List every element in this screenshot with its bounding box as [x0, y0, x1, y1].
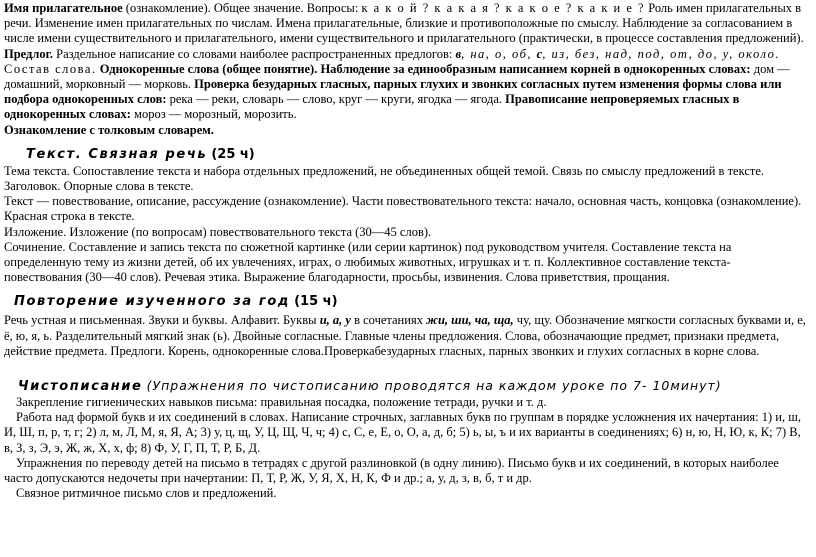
calligraphy-title: Чистописание [18, 379, 143, 395]
dictionary-paragraph: Ознакомление с толковым словарем. [4, 122, 214, 137]
check-examples: река — реки, словарь — слово, круг — круги, ягодка — ягода. [166, 92, 506, 107]
unverifiable-examples: мороз — морозный, морозить. [130, 107, 297, 122]
preposition-list: , на, о, об, [461, 46, 537, 61]
review-letters: и, а, у [319, 313, 351, 328]
check-unstressed-bold: Проверка безударных гласных, парных глухих и звонких согласных путем изменения формы слова или подбора однокоренных слов: [4, 77, 782, 107]
preposition-title: Предлог. [4, 46, 54, 61]
adjective-title: Имя прилагательное [4, 1, 123, 15]
word-composition-title: Состав слова. [4, 61, 97, 76]
text-paragraph-2: Текст — повествование, описание, рассуждение (ознакомление). Части повествовательного текста: начало, основная часть, концовка (ознакомление). Красная строка в тексте. [4, 194, 802, 224]
word-composition-paragraph [4, 62, 806, 123]
preposition-text: Раздельное написание со словами наиболее распространенных предлогов: [53, 46, 456, 61]
review-section-heading [14, 293, 806, 310]
review-combos: жи, ши, ча, ща, [426, 313, 514, 328]
preposition-list-2: , из, без, над, под, от, до, у, около. [542, 46, 780, 61]
text-paragraph-3: Изложение. Изложение (по вопросам) повествовательного текста (30—45 слов). [4, 224, 432, 239]
cognates-bold: Однокоренные слова (общее понятие). Наблюдение за единообразным написанием корней в однокоренных словах: [96, 61, 751, 76]
calligraphy-paragraph-4: Связное ритмичное письмо слов и предложений. [16, 486, 277, 501]
calligraphy-section-heading [18, 377, 806, 395]
cognates-examples: дом — домашний, морковный — морковь. [4, 61, 790, 92]
text-section-hours: (25 ч) [211, 146, 255, 162]
adjective-text: (ознакомление). Общее значение. Вопросы: [122, 1, 362, 15]
review-text-b: в сочетаниях [350, 313, 427, 328]
preposition-s: с [536, 46, 543, 61]
text-section-title: Текст. Связная речь [26, 146, 208, 162]
review-paragraph [4, 313, 806, 359]
preposition-v: в [455, 46, 462, 61]
text-section-heading [26, 146, 806, 163]
adjective-questions: к а к о й ? к а к а я ? к а к о е ? к а к и е ? [361, 1, 646, 15]
review-section-hours: (15 ч) [294, 294, 338, 310]
calligraphy-paragraph-3: Упражнения по переводу детей на письмо в тетрадях с другой разлиновкой (в одну линию). Письмо букв и их соединений, в которых наиболее часто допускаются недочеты при начертании: П, Т, Р, Ж, У, Я, Х, Н, К, Ф и др.; а, у, д, з, в, б, т и др. [4, 455, 779, 486]
review-section-title: Повторение изученного за год [14, 294, 290, 310]
calligraphy-subtitle: (Упражнения по чистописанию проводятся на каждом уроке по 7- 10минут) [146, 378, 722, 394]
calligraphy-paragraph-1: Закрепление гигиенических навыков письма: правильная посадка, положение тетради, ручки и т. д. [16, 395, 547, 410]
unverifiable-bold: Правописание непроверяемых гласных в однокоренных словах: [4, 92, 740, 122]
text-paragraph-1: Тема текста. Сопоставление текста и набора отдельных предложений, не объединенных общей темой. Связь по смыслу предложений в тексте. Заголовок. Опорные слова в тексте. [4, 163, 765, 194]
text-paragraph-4: Сочинение. Составление и запись текста по сюжетной картинке (или серии картинок) под руководством учителя. Составление текста на определенную тему из жизни детей, об их увлечениях, играх, о любимых животных, игрушках и т. п. Коллективное составление текста-повествования (30—40 слов). Речевая этика. Выражение благодарности, просьбы, извинения. Слова приветствия, прощания. [4, 239, 732, 285]
adjective-paragraph [4, 1, 806, 47]
review-text-a: Речь устная и письменная. Звуки и буквы. Алфавит. Буквы [4, 313, 320, 328]
adjective-rest: Роль имен прилагательных в речи. Изменение имен прилагательных по числам. Имена прилагательные, близкие и противоположные по смыслу. Наблюдение за согласованием в числе имени существительного и прилагательного, имени существительного и прилагательного (практически, в процессе составления предложений). [4, 1, 804, 46]
review-text-c: чу, щу. Обозначение мягкости согласных буквами и, е, ё, ю, я, ь. Разделительный мягкий знак (ь). Двойные согласные. Главные члены предложения. Слова, обозначающие предмет, признаки предмета, действие предмета. Предлоги. Корень, однокоренные слова.Проверкабезударных гласных, парных звонких и глухих согласных в корне слова. [4, 313, 806, 358]
preposition-paragraph [4, 47, 806, 62]
calligraphy-paragraph-2: Работа над формой букв и их соединений в словах. Написание строчных, заглавных букв по группам в порядке усложнения их начертания: 1) и, ш, И, Ш, п, р, т, г; 2) л, м, Л, М, я, Я, А; 3) у, ц, щ, У, Ц, Щ, Ч, ч; 4) с, С, е, Е, о, О, а, д, б; 5) ь, ы, ъ и их варианты в соединениях; 6) н, ю, Н, Ю, к, К; 7) В, в, З, з, Э, э, Ж, ж, Х, х, ф; 8) Ф, У, Г, П, Т, Р, Б, Д. [4, 410, 801, 455]
